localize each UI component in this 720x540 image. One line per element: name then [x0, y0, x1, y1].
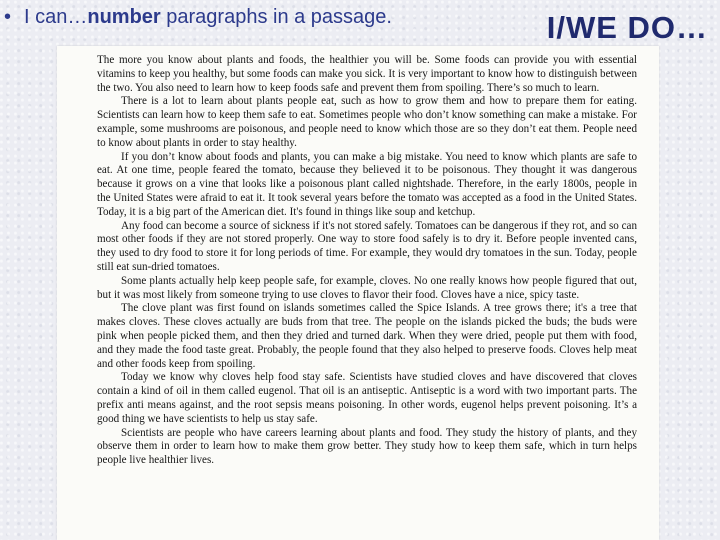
- learning-target-bold: number: [87, 6, 161, 28]
- paragraph-4: Any food can become a source of sickness if it's not stored safely. Tomatoes can be dangerous if they rot, and so can most other foods if they are not stored properly. One way to store food safely is to dry it. Before people invented cans, they used to dry food to store it for long periods of time. For example, they would dry tomatoes in the sun. Today, people still eat sun-dried tomatoes.: [97, 219, 638, 273]
- learning-target-rest: paragraphs in a passage.: [160, 6, 392, 28]
- paragraph-2: There is a lot to learn about plants people eat, such as how to grow them and how to prepare them for eating. Scientists can learn how to keep them safe to eat. Sometimes people who don’t know something can make a mistake. For example, some mushrooms are poisonous, and people need to know which those are so they don’t eat them. People need to know about plants in order to stay healthy.: [97, 95, 637, 149]
- paragraph-5: Some plants actually help keep people safe, for example, cloves. No one really knows how people figured that out, but it was most likely from someone trying to use cloves to flavor their food. Cloves have a nice, spicy taste.: [97, 274, 637, 301]
- passage-document: [57, 46, 659, 540]
- paragraph-3: If you don’t know about foods and plants, you can make a big mistake. You need to know which plants are safe to eat. At one time, people feared the tomato, because they believed it to be poisonous. They thought it was dangerous because it grows on a vine that looks like a poisonous plant called nightshade. Therefore, in the early 1800s, people in the United States were afraid to eat it. It took several years before the tomato was accepted as a food in the United States. Today, it is a big part of the American diet. It's found in things like soup and ketchup.: [97, 150, 637, 218]
- paragraph-8: Scientists are people who have careers learning about plants and food. They study the history of plants, and they observe them in order to learn how to make them grow better. They study how to keep them safe, which in turn helps people live healthier lives.: [97, 426, 637, 467]
- paragraph-1: The more you know about plants and foods, the healthier you will be. Some foods can provide you with essential vitamins to keep you healthy, but some foods can make you sick. It is very important to know how to distinguish between the two. You also need to learn how to keep foods safe and prevent them from spoiling. There’s so much to learn.: [97, 54, 638, 94]
- paragraph-7: Today we know why cloves help food stay safe. Scientists have studied cloves and have discovered that cloves contain a kind of oil in them called eugenol. That oil is an antiseptic. Antiseptic is a word with two important parts. The prefix anti means against, and the root sepsis means poisoning. In other words, eugenol helps prevent poisoning. It’s a good thing we have scientists to help us stay safe.: [97, 371, 637, 425]
- paragraph-6: The clove plant was first found on islands sometimes called the Spice Islands. A tree grows there; it's a tree that makes cloves. These cloves actually are buds from that tree. The people on the islands picked the buds; the buds were pink when people picked them, and then they dried and turned dark. When they were dried, people put them with food, and they made the food taste great. Probably, the people found that they also helped to preserve foods. Cloves help meat and other foods keep from spoiling.: [97, 302, 637, 370]
- passage-text: [97, 54, 637, 468]
- learning-target: [4, 6, 392, 29]
- bullet-glyph: •: [4, 6, 12, 28]
- learning-target-prefix: I can…: [24, 6, 88, 28]
- slide-title: I/WE DO…: [546, 10, 708, 45]
